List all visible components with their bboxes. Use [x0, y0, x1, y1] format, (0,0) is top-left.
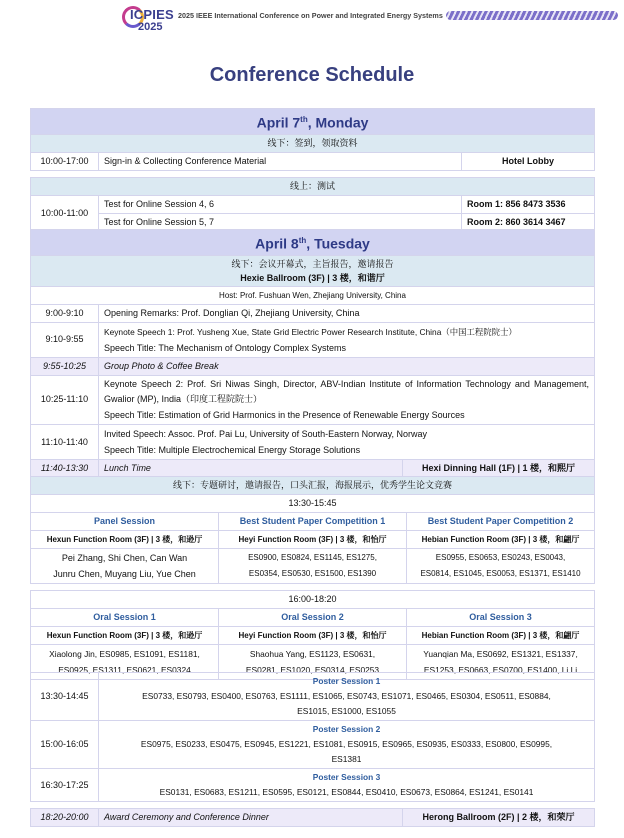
- conference-logo: [120, 4, 176, 36]
- poster2-name: Poster Session 2: [312, 724, 381, 734]
- oral1-line-1: Xiaolong Jin, ES0985, ES1091, ES1181,: [49, 649, 200, 659]
- keynote1-time: 9:10-9:55: [31, 322, 99, 357]
- day2-date: April 8: [255, 235, 299, 252]
- day2-afternoon-table: [30, 476, 595, 680]
- poster3-time: 16:30-17:25: [31, 769, 99, 802]
- invited-speaker: Invited Speech: Assoc. Prof. Pai Lu, University of South-Eastern Norway, Norway: [104, 429, 427, 440]
- day1-heading: [31, 109, 595, 135]
- poster3-cell: [99, 769, 595, 802]
- oral2-line-2: ES0281, ES1020, ES0314, ES0253: [245, 665, 380, 675]
- oral2-name: Oral Session 2: [219, 609, 407, 627]
- bspc2-line-1: ES0955, ES0653, ES0243, ES0043,: [435, 553, 566, 562]
- oral3-room: Hebian Function Room (3F) | 3 楼，和翩厅: [407, 627, 595, 645]
- page-title: Conference Schedule: [209, 64, 415, 86]
- panel-line-2: Junru Chen, Muyang Liu, Yue Chen: [53, 569, 196, 579]
- dinner-text: Award Ceremony and Conference Dinner: [99, 809, 403, 827]
- block2-time: 16:00-18:20: [31, 591, 595, 609]
- bspc1-line-2: ES0354, ES0530, ES1500, ES1390: [248, 569, 377, 578]
- opening-time: 9:00-9:10: [31, 304, 99, 322]
- signin-time: 10:00-17:00: [31, 152, 99, 170]
- poster2-line-1: ES0975, ES0233, ES0475, ES0945, ES1221, ES1081, ES0915, ES0965, ES0935, ES0333, ES0800, ES0995,: [140, 739, 553, 749]
- oral3-line-2: ES1253, ES0663, ES0700, ES1400, Li Li: [423, 665, 578, 675]
- oral1-name: Oral Session 1: [31, 609, 219, 627]
- conference-name: 2025 IEEE International Conference on Power and Integrated Energy Systems: [178, 11, 443, 20]
- photo-text: Group Photo & Coffee Break: [99, 357, 595, 375]
- poster-table: [30, 672, 595, 827]
- day2-morning-header: [31, 255, 595, 286]
- oral3-line-1: Yuanqian Ma, ES0692, ES1321, ES1337,: [423, 649, 578, 659]
- poster2-line-2: ES1381: [331, 754, 362, 764]
- signin-event: Sign-in & Collecting Conference Material: [99, 152, 462, 170]
- poster3-line-1: ES0131, ES0683, ES1211, ES0595, ES0121, ES0844, ES0410, ES0673, ES0864, ES1241, ES0141: [159, 787, 534, 797]
- day2-weekday: , Tuesday: [306, 235, 370, 252]
- poster1-line-1: ES0733, ES0793, ES0400, ES0763, ES1111, ES1065, ES0743, ES1071, ES0465, ES0304, ES0511, ES0884,: [142, 691, 551, 701]
- poster1-name: Poster Session 1: [312, 676, 381, 686]
- oral2-room: Heyi Function Room (3F) | 3 楼，和怡厅: [219, 627, 407, 645]
- oral3-name: Oral Session 3: [407, 609, 595, 627]
- keynote2-speaker: Keynote Speech 2: Prof. Sri Niwas Singh, Director, ABV-Indian Institute of Information Technology and Management, Gwalior (MP), India（印度工程院院士）: [104, 378, 590, 405]
- oral2-line-1: Shaohua Yang, ES1123, ES0631,: [249, 649, 376, 659]
- day1-sup: th: [300, 115, 308, 124]
- day2-morning-table: [30, 229, 595, 478]
- lunch-text: Lunch Time: [99, 460, 403, 478]
- signin-venue: Hotel Lobby: [462, 152, 595, 170]
- header-bar: [0, 0, 624, 40]
- keynote2-cell: [99, 375, 595, 425]
- test-room-1: Room 1: 856 8473 3536: [462, 195, 595, 213]
- photo-time: 9:55-10:25: [31, 357, 99, 375]
- panel-session-name: Panel Session: [31, 513, 219, 531]
- lunch-time: 11:40-13:30: [31, 460, 99, 478]
- keynote2-time: 10:25-11:10: [31, 375, 99, 425]
- keynote1-cell: [99, 322, 595, 357]
- bspc1-list: [219, 549, 407, 584]
- lunch-venue: Hexi Dinning Hall (1F) | 1 楼，和熙厅: [403, 460, 595, 478]
- logo-year: 2025: [138, 21, 163, 33]
- invited-cell: [99, 425, 595, 460]
- bspc1-room: Heyi Function Room (3F) | 3 楼，和怡厅: [219, 531, 407, 549]
- bspc2-line-2: ES0814, ES1045, ES0053, ES1371, ES1410: [420, 569, 581, 578]
- panel-session-room: Hexun Function Room (3F) | 3 楼，和逊厅: [31, 531, 219, 549]
- logo-text: ICPIES: [130, 7, 174, 22]
- day1-offline-header: 线下：签到，领取资料: [31, 134, 595, 152]
- test-room-2: Room 2: 860 3614 3467: [462, 213, 595, 231]
- panel-line-1: Pei Zhang, Shi Chen, Can Wan: [61, 553, 188, 563]
- bspc2-room: Hebian Function Room (3F) | 3 楼，和翩厅: [407, 531, 595, 549]
- day1-table: [30, 108, 595, 232]
- bspc2-name: Best Student Paper Competition 2: [407, 513, 595, 531]
- oral1-room: Hexun Function Room (3F) | 3 楼，和逊厅: [31, 627, 219, 645]
- poster1-cell: [99, 673, 595, 721]
- day1-weekday: , Monday: [307, 114, 369, 131]
- morning-venue: Hexie Ballroom (3F) | 3 楼，和谐厅: [240, 272, 385, 283]
- poster2-cell: [99, 721, 595, 769]
- poster2-time: 15:00-16:05: [31, 721, 99, 769]
- panel-session-list: [31, 549, 219, 584]
- morning-header-text: 线下：会议开幕式，主旨报告，邀请报告: [231, 258, 394, 269]
- bspc1-line-1: ES0900, ES0824, ES1145, ES1275,: [248, 553, 377, 562]
- keynote2-title: Speech Title: Estimation of Grid Harmonics in the Presence of Renewable Energy Sources: [104, 409, 465, 420]
- keynote1-title: Speech Title: The Mechanism of Ontology Complex Systems: [104, 342, 346, 353]
- invited-title: Speech Title: Multiple Electrochemical Energy Storage Solutions: [104, 445, 361, 456]
- day2-heading: [31, 230, 595, 256]
- test-event-2: Test for Online Session 5, 7: [99, 213, 462, 231]
- opening-text: Opening Remarks: Prof. Donglian Qi, Zhejiang University, China: [99, 304, 595, 322]
- dinner-time: 18:20-20:00: [31, 809, 99, 827]
- oral1-line-2: ES0925, ES1311, ES0621, ES0324: [58, 665, 191, 675]
- host-line: Host: Prof. Fushuan Wen, Zhejiang University, China: [31, 286, 595, 304]
- poster1-line-2: ES1015, ES1000, ES1055: [297, 706, 396, 716]
- block1-time: 13:30-15:45: [31, 495, 595, 513]
- afternoon-header: 线下：专题研讨，邀请报告，口头汇报，海报展示，优秀学生论文竞赛: [31, 477, 595, 495]
- poster1-time: 13:30-14:45: [31, 673, 99, 721]
- keynote1-speaker: Keynote Speech 1: Prof. Yusheng Xue, State Grid Electric Power Research Institute, China（中国工程院院士）: [104, 326, 517, 337]
- invited-time: 11:10-11:40: [31, 425, 99, 460]
- day1-date: April 7: [256, 114, 301, 131]
- bspc2-list: [407, 549, 595, 584]
- dinner-venue: Herong Ballroom (2F) | 2 楼，和荣厅: [403, 809, 595, 827]
- test-time: 10:00-11:00: [31, 195, 99, 231]
- day1-online-header: 线上：测试: [31, 177, 595, 195]
- decorative-stripes: [446, 11, 618, 20]
- poster3-name: Poster Session 3: [312, 772, 381, 782]
- bspc1-name: Best Student Paper Competition 1: [219, 513, 407, 531]
- test-event-1: Test for Online Session 4, 6: [99, 195, 462, 213]
- day2-sup: th: [298, 236, 307, 245]
